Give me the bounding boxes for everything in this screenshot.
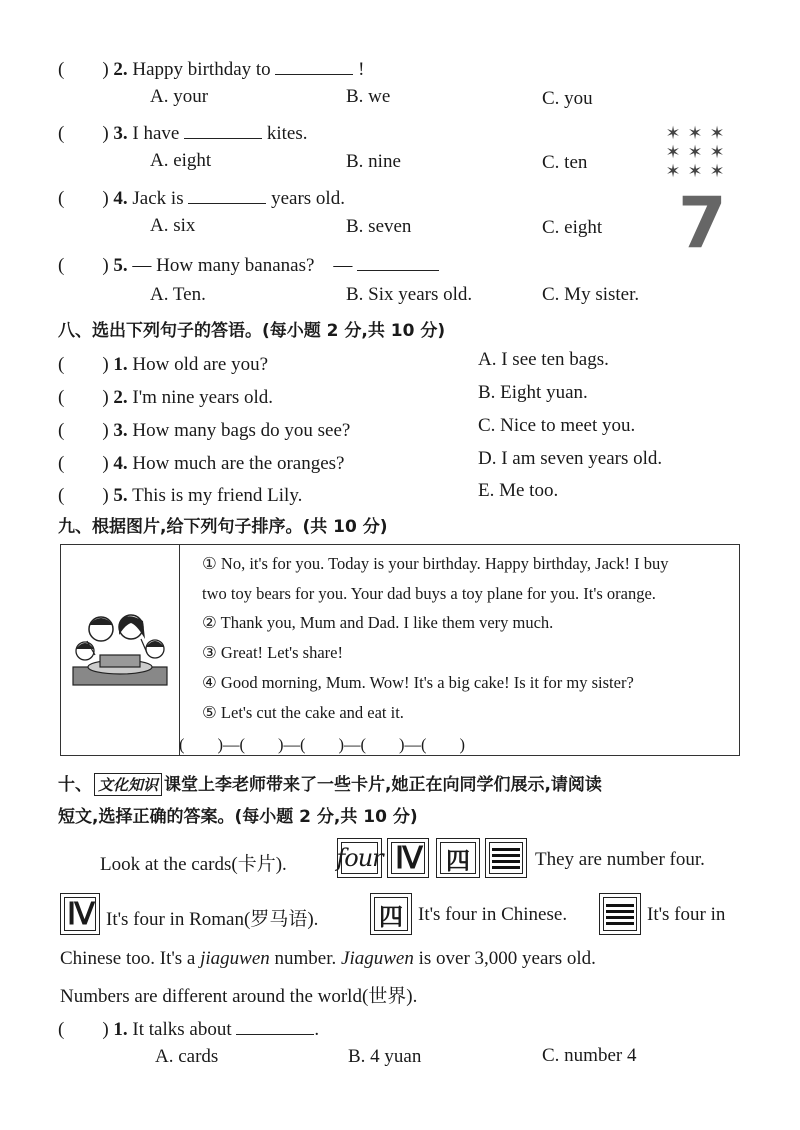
option-c[interactable]: C. My sister. (542, 284, 640, 305)
question-number: 5. (113, 485, 128, 506)
digit-seven-picture: 7 (678, 182, 727, 264)
option-a[interactable]: A. eight (150, 150, 212, 171)
card-roman-text: Ⅳ (395, 841, 421, 875)
answer-blank[interactable] (188, 185, 266, 204)
question-number: 1. (113, 354, 128, 375)
question-number: 4. (113, 188, 128, 209)
card-jiaguwen-four (599, 893, 641, 935)
passage-text: is over 3,000 years old. (418, 948, 596, 969)
option-a[interactable]: A. Ten. (150, 284, 206, 305)
ordering-box (60, 544, 740, 756)
passage-text: Look at the cards(卡片). (100, 854, 287, 875)
passage-text: Chinese too. It's a (60, 948, 196, 969)
option-a[interactable]: A. six (150, 215, 196, 236)
answer-paren[interactable]: ( ) (58, 420, 109, 441)
section-number: 十、 (58, 775, 92, 795)
question-end: years old. (271, 188, 345, 209)
match-row (58, 349, 268, 376)
passage-text: It's four in (647, 904, 726, 925)
section10-title-line2: 短文,选择正确的答案。(每小题 2 分,共 10 分) (58, 807, 418, 827)
question-text: How old are you? (132, 354, 269, 375)
four-bars-icon (492, 848, 520, 869)
section10-title (58, 770, 602, 796)
question-number: 3. (113, 123, 128, 144)
card-roman-four (387, 838, 429, 878)
match-row (58, 448, 345, 475)
card-four-word (337, 838, 382, 878)
match-row (58, 480, 302, 507)
card-chinese-text: 四 (379, 902, 403, 931)
match-row (58, 415, 350, 442)
card-roman-four (60, 893, 100, 935)
question-text: How much are the oranges? (132, 453, 345, 474)
order-answer-blanks[interactable]: ( )—( )—( )—( )—( ) (179, 735, 465, 754)
question-text: I'm nine years old. (132, 387, 274, 408)
question-number: 2. (113, 59, 128, 80)
answer-blank[interactable] (236, 1016, 314, 1035)
card-chinese-four (370, 893, 412, 935)
card-chinese-text: 四 (446, 846, 470, 875)
option-b[interactable]: B. seven (346, 216, 412, 237)
option-c[interactable]: C. ten (542, 152, 588, 173)
sentence-4: ④ Good morning, Mum. Wow! It's a big cake! Is it for my sister? (202, 673, 634, 692)
question-text: How many bags do you see? (132, 420, 351, 441)
question-text: This is my friend Lily. (132, 485, 303, 506)
option-b[interactable]: B. 4 yuan (348, 1046, 422, 1067)
question-end: . (314, 1019, 320, 1040)
option-b[interactable]: B. nine (346, 151, 401, 172)
box-divider (179, 545, 180, 755)
question-number: 5. (113, 255, 128, 276)
question-number: 3. (113, 420, 128, 441)
question-end: kites. (266, 123, 308, 144)
culture-tag: 文化知识 (94, 773, 162, 796)
answer-blank[interactable] (275, 56, 353, 75)
question-number: 4. (113, 453, 128, 474)
stars-icon: ✶ ✶ ✶ ✶ ✶ ✶ ✶ ✶ ✶ (665, 123, 725, 182)
sentence-2: ② Thank you, Mum and Dad. I like them very much. (202, 613, 554, 632)
answer-option: C. Nice to meet you. (478, 415, 636, 436)
option-b[interactable]: B. Six years old. (346, 284, 473, 305)
answer-paren[interactable]: ( ) (58, 485, 109, 506)
q7-3-row (58, 118, 308, 145)
question-number: 2. (113, 387, 128, 408)
option-c[interactable]: C. number 4 (542, 1045, 637, 1066)
card-jiaguwen-four (485, 838, 527, 878)
answer-paren[interactable]: ( ) (58, 453, 109, 474)
section9-title: 九、根据图片,给下列句子排序。(共 10 分) (58, 517, 388, 537)
q7-5-row (58, 250, 439, 277)
option-a[interactable]: A. cards (155, 1046, 219, 1067)
passage-line-3 (60, 948, 596, 970)
answer-paren[interactable]: ( ) (58, 354, 109, 375)
passage-text: They are number four. (535, 849, 705, 870)
jiaguwen-term: Jiaguwen (341, 948, 414, 969)
answer-option: E. Me too. (478, 480, 559, 501)
family-birthday-illustration (67, 605, 173, 695)
card-word-text: four (336, 844, 383, 872)
q7-4-row (58, 183, 345, 210)
passage-text: number. (274, 948, 337, 969)
option-c[interactable]: C. you (542, 88, 593, 109)
question-text: — How many bananas? — (132, 255, 353, 276)
answer-option: D. I am seven years old. (478, 448, 663, 469)
card-roman-text: Ⅳ (67, 897, 93, 931)
jiaguwen-term: jiaguwen (200, 948, 270, 969)
q7-2-row (58, 54, 365, 81)
answer-paren[interactable]: ( ) (58, 255, 109, 276)
answer-option: B. Eight yuan. (478, 382, 588, 403)
passage-text: It's four in Roman(罗马语). (106, 909, 319, 930)
question-text: Happy birthday to (132, 59, 271, 80)
answer-paren[interactable]: ( ) (58, 59, 109, 80)
sentence-1-line-1: ① No, it's for you. Today is your birthday. Happy birthday, Jack! I buy (202, 554, 669, 573)
sentence-5: ⑤ Let's cut the cake and eat it. (202, 703, 404, 722)
option-a[interactable]: A. your (150, 86, 209, 107)
question-text: I have (132, 123, 180, 144)
question-text: Jack is (132, 188, 184, 209)
passage-text: It's four in Chinese. (418, 904, 568, 925)
option-b[interactable]: B. we (346, 86, 391, 107)
question-number: 1. (113, 1019, 128, 1040)
sentence-3: ③ Great! Let's share! (202, 643, 343, 662)
card-chinese-four (436, 838, 480, 878)
answer-paren[interactable]: ( ) (58, 188, 109, 209)
option-c[interactable]: C. eight (542, 217, 603, 238)
section8-title: 八、选出下列句子的答语。(每小题 2 分,共 10 分) (58, 321, 446, 341)
title-text: 课堂上李老师带来了一些卡片,她正在向同学们展示,请阅读 (164, 775, 602, 795)
sentence-1-line-2: two toy bears for you. Your dad buys a toy plane for you. It's orange. (202, 584, 656, 603)
answer-paren[interactable]: ( ) (58, 123, 109, 144)
answer-blank[interactable] (184, 120, 262, 139)
answer-paren[interactable]: ( ) (58, 387, 109, 408)
answer-blank[interactable] (357, 252, 439, 271)
question-text: It talks about (132, 1019, 232, 1040)
answer-paren[interactable]: ( ) (58, 1019, 109, 1040)
question-end: ! (358, 59, 365, 80)
answer-option: A. I see ten bags. (478, 349, 609, 370)
passage-text: Numbers are different around the world(世界). (60, 986, 418, 1007)
four-bars-icon (606, 904, 634, 925)
q10-1-row (58, 1014, 319, 1041)
match-row (58, 382, 273, 409)
